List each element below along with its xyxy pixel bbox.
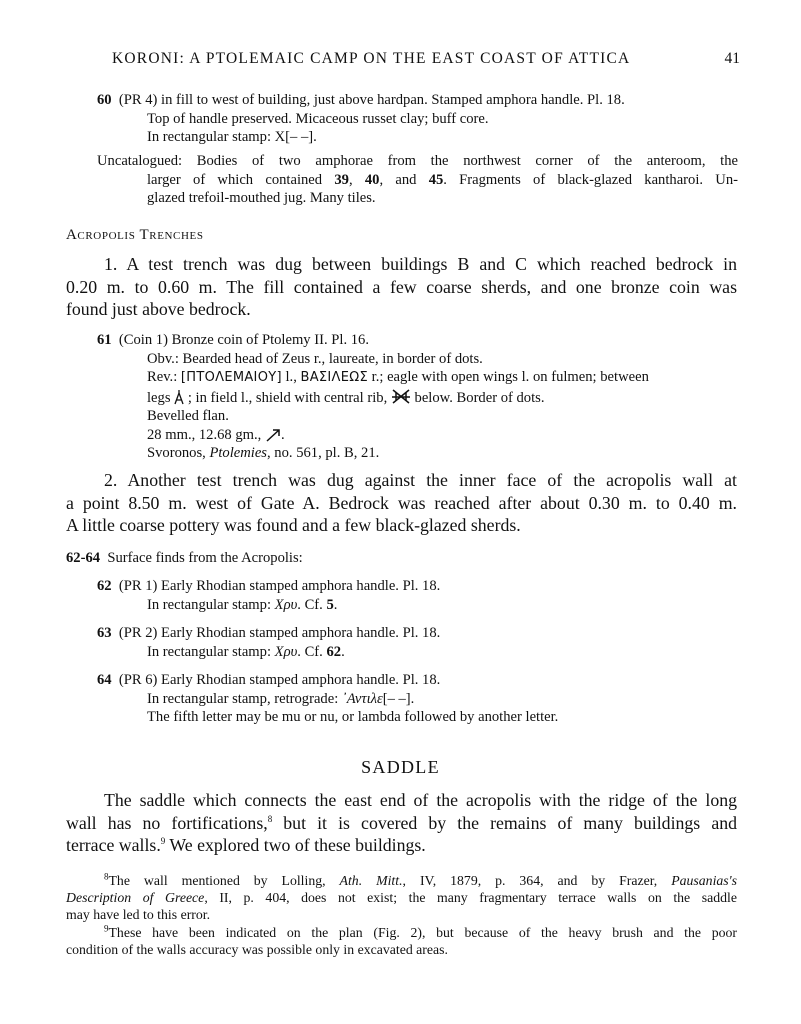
entry-number: 64 <box>97 672 112 688</box>
greek-legend: ΒΑΣΙΛΕΩΣ <box>300 370 369 385</box>
paragraph-line: 0.20 m. to 0.60 m. The fill contained a few coarse sherds, and one bronze coin was <box>66 276 737 297</box>
entry-line: (PR 6) Early Rhodian stamped amphora handle. Pl. 18. <box>118 672 441 688</box>
paragraph-line: The saddle which connects the east end of the acropolis with the ridge of the long <box>104 790 737 810</box>
entry-line: Top of handle preserved. Micaceous russet clay; buff core. <box>147 110 489 127</box>
paragraph-line: 1. A test trench was dug between buildings B and C which reached bedrock in <box>104 254 737 274</box>
paragraph-1 <box>66 253 737 321</box>
paragraph-saddle <box>66 789 737 857</box>
footnote-line: $^9$These have been indicated on the plan (Fig. 2), but because of the heavy brush and the poor <box>104 923 737 940</box>
catalogue-entry-63 <box>97 624 738 661</box>
catalogue-entry-62 <box>97 577 738 614</box>
entry-line: The fifth letter may be mu or nu, or lambda followed by another letter. <box>147 709 559 725</box>
greek-stamp: ᾿Αντιλε <box>341 690 383 707</box>
section-heading-acropolis-trenches: Acropolis Trenches <box>66 227 204 243</box>
entry-line: Bevelled flan. <box>147 408 229 424</box>
footnote-line: $^8$The wall mentioned by Lolling, Ath. Mitt., IV, 1879, p. 364, and by Frazer, Pausanias's <box>104 871 737 888</box>
paragraph-line: A little coarse pottery was found and a few black-glazed sherds. <box>66 515 521 535</box>
entry-number-range: 62-64 <box>66 550 101 566</box>
paragraph-line: 2. Another test trench was dug against the inner face of the acropolis wall at <box>104 470 737 490</box>
entry-line: In rectangular stamp: X[– –]. <box>147 129 317 145</box>
reverse-line: Rev.: [ΠΤΟΛΕΜΑΙΟΥ] l., ΒΑΣΙΛΕΩΣ r.; eagle with open wings l. on fulmen; between <box>147 369 649 385</box>
stamp-line: In rectangular stamp: Χρυ. Cf. 62. <box>147 643 345 660</box>
obverse-line: Obv.: Bearded head of Zeus r., laureate, in border of dots. <box>147 350 483 367</box>
section-heading-saddle: SADDLE <box>361 757 440 777</box>
footnote-8 <box>66 872 737 923</box>
surface-finds-heading: 62-64 Surface finds from the Acropolis: <box>66 550 303 566</box>
measurement-line: 28 mm., 12.68 gm., . <box>147 426 285 443</box>
running-head-title: KORONI: A PTOLEMAIC CAMP ON THE EAST COAST OF ATTICA <box>112 50 631 67</box>
footnote-ref: 8 <box>267 813 273 824</box>
uncatalogued-line: larger of which contained 39, 40, and 45. Fragments of black-glazed kantharoi. Un- <box>147 171 738 188</box>
uncatalogued-line: glazed trefoil-mouthed jug. Many tiles. <box>147 190 376 206</box>
footnote-marker: 9 <box>104 923 109 934</box>
uncatalogued-note <box>97 152 738 208</box>
entry-line: (PR 4) in fill to west of building, just above hardpan. Stamped amphora handle. Pl. 18. <box>118 92 625 108</box>
page-number: 41 <box>724 50 740 67</box>
footnote-9 <box>66 924 737 958</box>
paragraph-line: wall has no fortifications,$^8$ but it is covered by the remains of many buildings and <box>66 812 737 833</box>
stamp-line: In rectangular stamp, retrograde: ᾿Αντιλε[– –]. <box>147 690 415 707</box>
die-axis-arrow-icon <box>265 428 281 442</box>
entry-line: (PR 1) Early Rhodian stamped amphora handle. Pl. 18. <box>118 578 441 594</box>
catalogue-entry-61 <box>97 331 738 463</box>
catalogue-entry-64 <box>97 671 738 727</box>
entry-line: (Coin 1) Bronze coin of Ptolemy II. Pl. 16. <box>118 332 369 348</box>
stamp-line: In rectangular stamp: Χρυ. Cf. 5. <box>147 596 338 613</box>
reverse-line-2: legs ; in field l., shield with central rib, below. Border of dots. <box>147 389 545 406</box>
greek-stamp: Χρυ <box>274 643 298 660</box>
greek-legend: [ΠΤΟΛΕΜΑΙΟΥ] <box>180 370 282 385</box>
entry-number: 60 <box>97 92 112 108</box>
entry-line: (PR 2) Early Rhodian stamped amphora handle. Pl. 18. <box>118 625 441 641</box>
monogram-cross-icon <box>391 388 411 405</box>
entry-number: 61 <box>97 332 112 348</box>
footnote-line: Description of Greece, II, p. 404, does not exist; the many fragmentary terrace walls on the saddle <box>66 890 737 905</box>
entry-number: 62 <box>97 578 112 594</box>
greek-stamp: Χρυ <box>274 596 298 613</box>
monogram-a-icon <box>174 389 184 405</box>
footnote-line: condition of the walls accuracy was possible only in excavated areas. <box>66 942 448 957</box>
footnote-ref: 9 <box>160 836 166 847</box>
paragraph-line: found just above bedrock. <box>66 299 251 319</box>
footnote-marker: 8 <box>104 871 109 882</box>
uncatalogued-line: Uncatalogued: Bodies of two amphorae from the northwest corner of the anteroom, the <box>97 153 738 169</box>
reference-line: Svoronos, Ptolemies, no. 561, pl. B, 21. <box>147 445 380 461</box>
paragraph-line: a point 8.50 m. west of Gate A. Bedrock was reached after about 0.30 m. to 0.40 m. <box>66 492 737 513</box>
paragraph-2 <box>66 469 737 537</box>
paragraph-line: terrace walls.$^9$ We explored two of these buildings. <box>66 835 426 855</box>
entry-number: 63 <box>97 625 112 641</box>
footnote-line: may have led to this error. <box>66 907 211 922</box>
running-head <box>112 50 740 68</box>
catalogue-entry-60 <box>97 91 738 147</box>
